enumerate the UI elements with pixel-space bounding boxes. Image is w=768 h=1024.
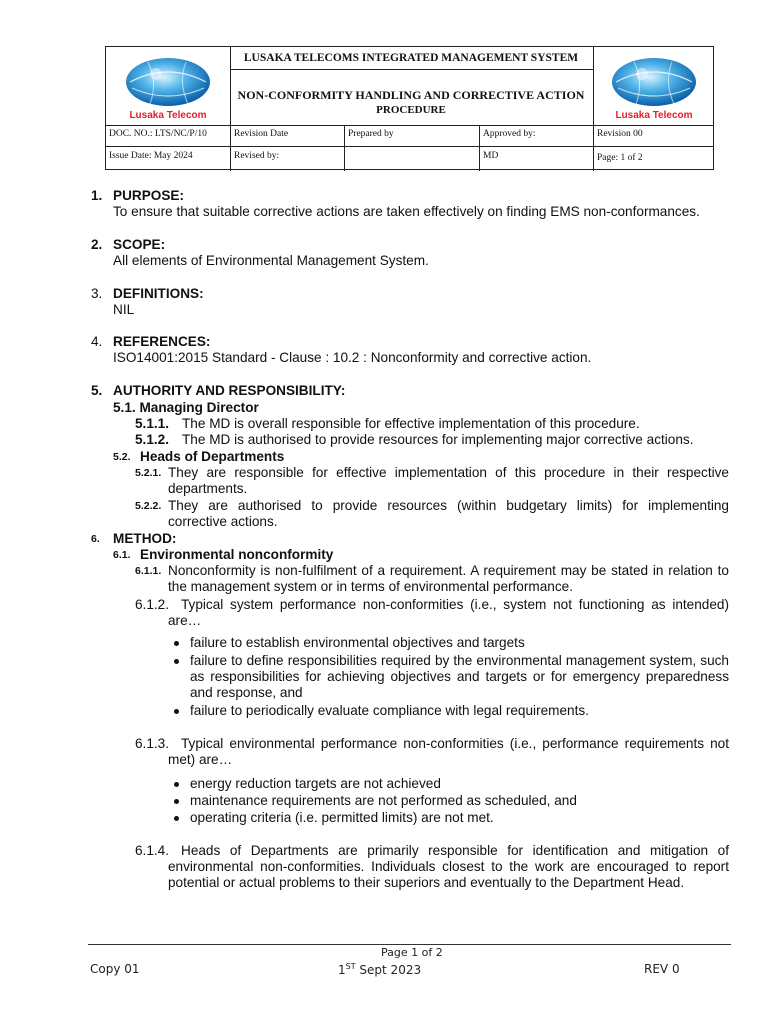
revision-date-cell: Revision Date bbox=[234, 129, 289, 139]
section-number: 3. bbox=[91, 286, 103, 301]
footer-date-suffix: ST bbox=[345, 962, 356, 971]
references-text: ISO14001:2015 Standard - Clause : 10.2 : Nonconformity and corrective action. bbox=[113, 350, 592, 365]
section-title-method: METHOD: bbox=[113, 531, 177, 546]
header-divider bbox=[106, 146, 713, 147]
clause-text: Typical system performance non-conformities (i.e., system not functioning as intended) are… bbox=[168, 597, 729, 628]
subsection-number: 5.2. bbox=[113, 451, 131, 463]
bullet-icon bbox=[174, 799, 179, 804]
clause-number: 5.2.2. bbox=[135, 500, 162, 512]
list-item: operating criteria (i.e. permitted limits) are not met. bbox=[190, 810, 494, 825]
clause-text: Nonconformity is non-fulfilment of a requirement. A requirement may be stated in relation to the management system or in terms of environmental performance. bbox=[168, 563, 729, 594]
header-divider bbox=[593, 125, 594, 171]
footer-copy: Copy 01 bbox=[90, 962, 140, 976]
header-divider bbox=[230, 125, 231, 171]
company-logo-right bbox=[604, 52, 704, 122]
scope-text: All elements of Environmental Management System. bbox=[113, 253, 429, 268]
subsection-title-heads: Heads of Departments bbox=[140, 449, 285, 464]
header-divider bbox=[344, 125, 345, 171]
header-divider bbox=[479, 125, 480, 171]
document-title: NON-CONFORMITY HANDLING AND CORRECTIVE ACTION bbox=[237, 88, 585, 102]
subsection-title-managing-director: 5.1. Managing Director bbox=[113, 400, 259, 415]
section-number: 4. bbox=[91, 334, 103, 349]
clause-text-612 bbox=[168, 597, 729, 629]
purpose-text: To ensure that suitable corrective actions are taken effectively on finding EMS non-conformances. bbox=[113, 204, 700, 219]
footer-revision: REV 0 bbox=[644, 962, 680, 976]
approver-value-cell: MD bbox=[483, 151, 499, 161]
revised-by-cell: Revised by: bbox=[234, 151, 280, 161]
clause-text: The MD is overall responsible for effective implementation of this procedure. bbox=[182, 416, 640, 431]
list-item: maintenance requirements are not performed as scheduled, and bbox=[190, 793, 577, 808]
clause-number: 5.2.1. bbox=[135, 467, 162, 479]
list-item: failure to periodically evaluate compliance with legal requirements. bbox=[190, 703, 589, 718]
system-title: LUSAKA TELECOMS INTEGRATED MANAGEMENT SYSTEM bbox=[243, 52, 579, 64]
bullet-icon bbox=[174, 659, 179, 664]
section-title-purpose: PURPOSE: bbox=[113, 188, 185, 203]
bullet-icon bbox=[174, 641, 179, 646]
footer-date bbox=[338, 962, 421, 977]
section-number: 2. bbox=[91, 237, 103, 252]
clause-number: 6.1.2. bbox=[135, 597, 170, 612]
list-item: failure to establish environmental objectives and targets bbox=[190, 635, 525, 650]
definitions-text: NIL bbox=[113, 302, 135, 317]
section-number: 6. bbox=[91, 533, 100, 545]
document-title-line2: PROCEDURE bbox=[376, 104, 446, 116]
list-item: energy reduction targets are not achieved bbox=[190, 776, 441, 791]
bullet-icon bbox=[174, 782, 179, 787]
footer-divider bbox=[88, 944, 731, 945]
clause-number: 6.1.3. bbox=[135, 736, 170, 751]
clause-text: Typical environmental performance non-conformities (i.e., performance requirements not met) are… bbox=[168, 736, 729, 767]
list-item: failure to define responsibilities required by the environmental management system, such as responsibilities for achieving objectives and targets or for emergency preparedness and response, and bbox=[190, 653, 729, 700]
clause-text: They are authorised to provide resources (within budgetary limits) for implementing corrective actions. bbox=[168, 498, 729, 529]
clause-text: Heads of Departments are primarily responsible for identification and mitigation of environmental non-conformities. Individuals closest to the work are encouraged to report potential or actual problems to their superiors and eventually to the Department Head. bbox=[168, 843, 729, 890]
clause-number: 5.1.2. bbox=[135, 432, 170, 447]
clause-text-613 bbox=[168, 736, 729, 768]
subsection-number: 6.1. bbox=[113, 549, 131, 561]
header-divider bbox=[106, 125, 713, 126]
section-number: 1. bbox=[91, 188, 103, 203]
clause-number: 6.1.4. bbox=[135, 843, 170, 858]
company-logo-left bbox=[118, 52, 218, 122]
prepared-by-cell: Prepared by bbox=[348, 129, 394, 139]
issue-date-cell: Issue Date: May 2024 bbox=[109, 151, 193, 161]
clause-text: They are responsible for effective implementation of this procedure in their respective departments. bbox=[168, 465, 729, 496]
header-divider bbox=[230, 69, 594, 70]
section-title-definitions: DEFINITIONS: bbox=[113, 286, 204, 301]
svg-text:Lusaka Telecom: Lusaka Telecom bbox=[615, 110, 693, 121]
approved-by-cell: Approved by: bbox=[483, 129, 536, 139]
clause-number: 5.1.1. bbox=[135, 416, 170, 431]
bullet-icon bbox=[174, 816, 179, 821]
footer-date-rest: Sept 2023 bbox=[355, 963, 422, 977]
doc-number-cell: DOC. NO.: LTS/NC/P/10 bbox=[109, 129, 207, 139]
section-title-authority: AUTHORITY AND RESPONSIBILITY: bbox=[113, 383, 346, 398]
svg-text:Lusaka Telecom: Lusaka Telecom bbox=[129, 110, 207, 121]
revision-cell: Revision 00 bbox=[597, 129, 643, 139]
page-count-cell: Page: 1 of 2 bbox=[597, 153, 643, 163]
bullet-icon bbox=[174, 709, 179, 714]
document-header-table bbox=[105, 46, 714, 170]
footer-date-day: 1 bbox=[338, 963, 346, 977]
section-number: 5. bbox=[91, 383, 103, 398]
header-divider bbox=[593, 47, 594, 126]
clause-text: The MD is authorised to provide resources for implementing major corrective actions. bbox=[182, 432, 694, 447]
subsection-title-environmental-nonconformity: Environmental nonconformity bbox=[140, 547, 334, 562]
section-title-scope: SCOPE: bbox=[113, 237, 166, 252]
clause-number: 6.1.1. bbox=[135, 565, 162, 577]
clause-text-614 bbox=[168, 843, 729, 891]
footer-page-number: Page 1 of 2 bbox=[381, 946, 443, 959]
section-title-references: REFERENCES: bbox=[113, 334, 211, 349]
